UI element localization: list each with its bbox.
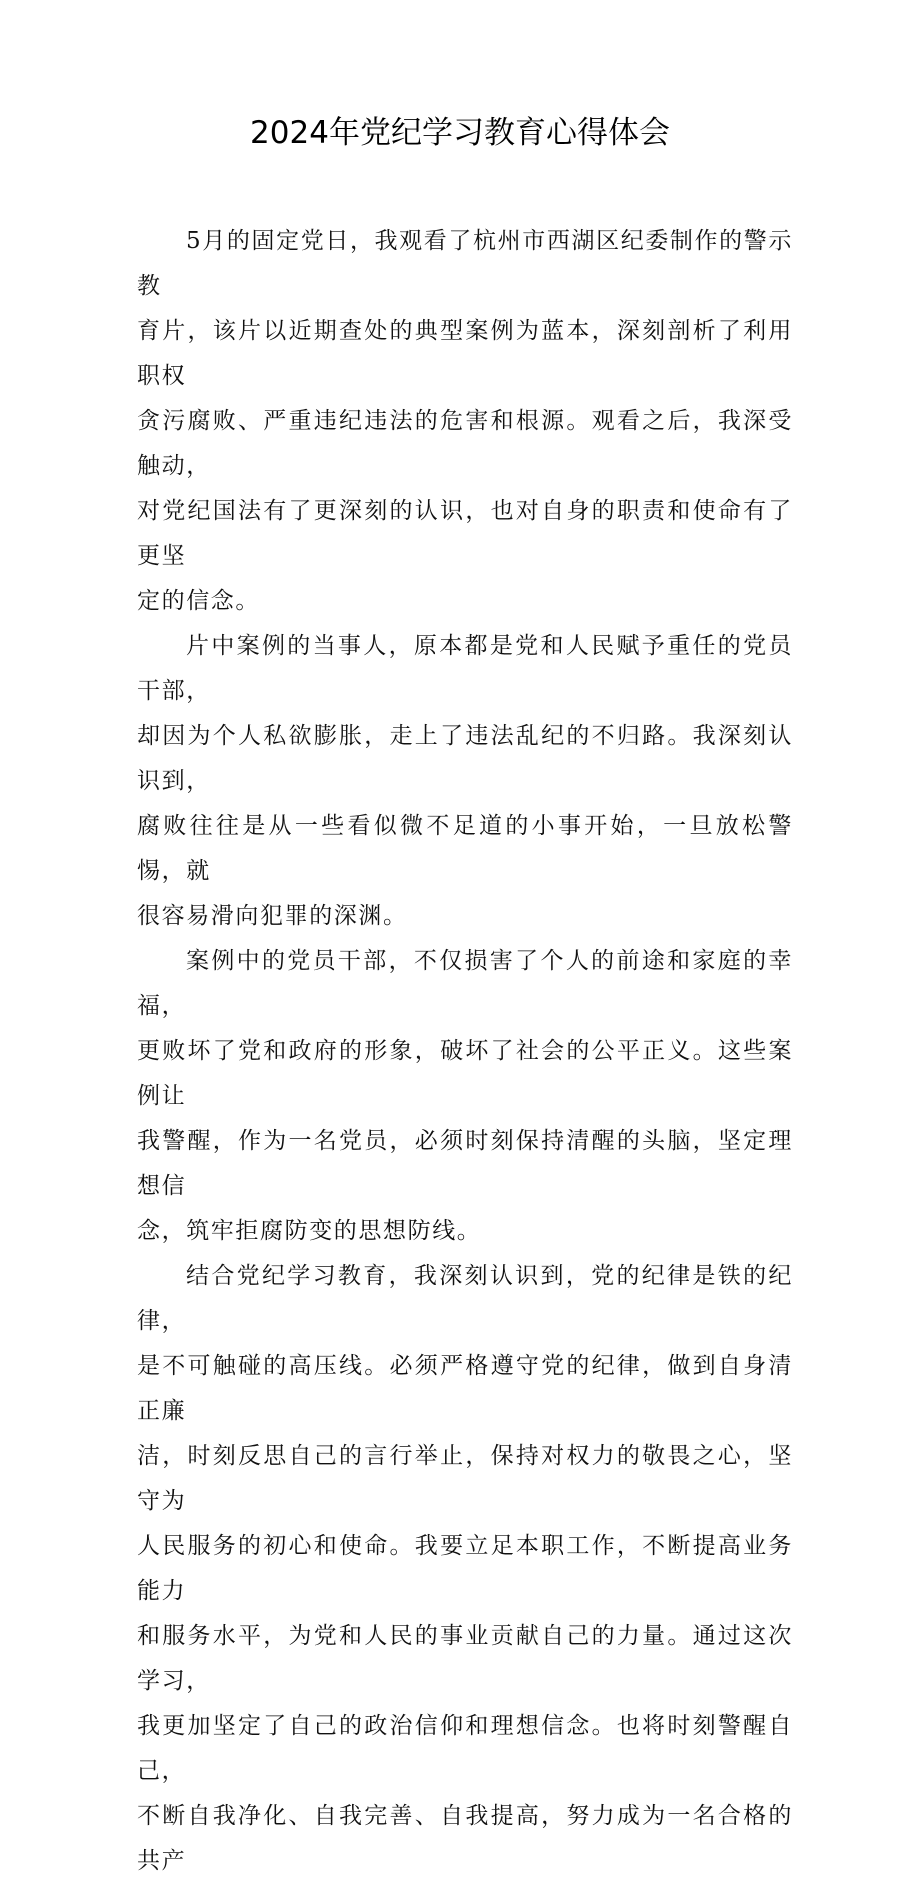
paragraph-line: 很容易滑向犯罪的深渊。 bbox=[137, 903, 408, 929]
paragraph-1 bbox=[137, 219, 793, 624]
paragraph-line: 人民服务的初心和使命。我要立足本职工作，不断提高业务能力 bbox=[137, 1533, 793, 1604]
paragraph-line: 念，筑牢拒腐防变的思想防线。 bbox=[137, 1218, 482, 1244]
document-body bbox=[137, 219, 793, 1884]
paragraph-4 bbox=[137, 1254, 793, 1884]
paragraph-2 bbox=[137, 624, 793, 939]
paragraph-line: 洁，时刻反思自己的言行举止，保持对权力的敬畏之心，坚守为 bbox=[137, 1443, 793, 1514]
paragraph-line: 我警醒，作为一名党员，必须时刻保持清醒的头脑，坚定理想信 bbox=[137, 1128, 793, 1199]
paragraph-line: 结合党纪学习教育，我深刻认识到，党的纪律是铁的纪律， bbox=[137, 1263, 793, 1334]
paragraph-line: 不断自我净化、自我完善、自我提高，努力成为一名合格的共产 bbox=[137, 1803, 793, 1874]
paragraph-line: 腐败往往是从一些看似微不足道的小事开始，一旦放松警惕，就 bbox=[137, 813, 793, 884]
paragraph-line: 5月的固定党日，我观看了杭州市西湖区纪委制作的警示教 bbox=[137, 228, 793, 299]
paragraph-line: 贪污腐败、严重违纪违法的危害和根源。观看之后，我深受触动， bbox=[137, 408, 793, 479]
paragraph-line: 对党纪国法有了更深刻的认识，也对自身的职责和使命有了更坚 bbox=[137, 498, 793, 569]
paragraph-line: 却因为个人私欲膨胀，走上了违法乱纪的不归路。我深刻认识到， bbox=[137, 723, 793, 794]
paragraph-line: 定的信念。 bbox=[137, 588, 260, 614]
document-title: 2024年党纪学习教育心得体会 bbox=[250, 115, 670, 151]
paragraph-line: 是不可触碰的高压线。必须严格遵守党的纪律，做到自身清正廉 bbox=[137, 1353, 793, 1424]
paragraph-line: 更败坏了党和政府的形象，破坏了社会的公平正义。这些案例让 bbox=[137, 1038, 793, 1109]
paragraph-3 bbox=[137, 939, 793, 1254]
paragraph-line: 片中案例的当事人，原本都是党和人民赋予重任的党员干部， bbox=[137, 633, 793, 704]
paragraph-line: 和服务水平，为党和人民的事业贡献自己的力量。通过这次学习， bbox=[137, 1623, 793, 1694]
paragraph-line: 我更加坚定了自己的政治信仰和理想信念。也将时刻警醒自己， bbox=[137, 1713, 793, 1784]
paragraph-line: 案例中的党员干部，不仅损害了个人的前途和家庭的幸福， bbox=[137, 948, 793, 1019]
paragraph-line: 育片，该片以近期查处的典型案例为蓝本，深刻剖析了利用职权 bbox=[137, 318, 793, 389]
